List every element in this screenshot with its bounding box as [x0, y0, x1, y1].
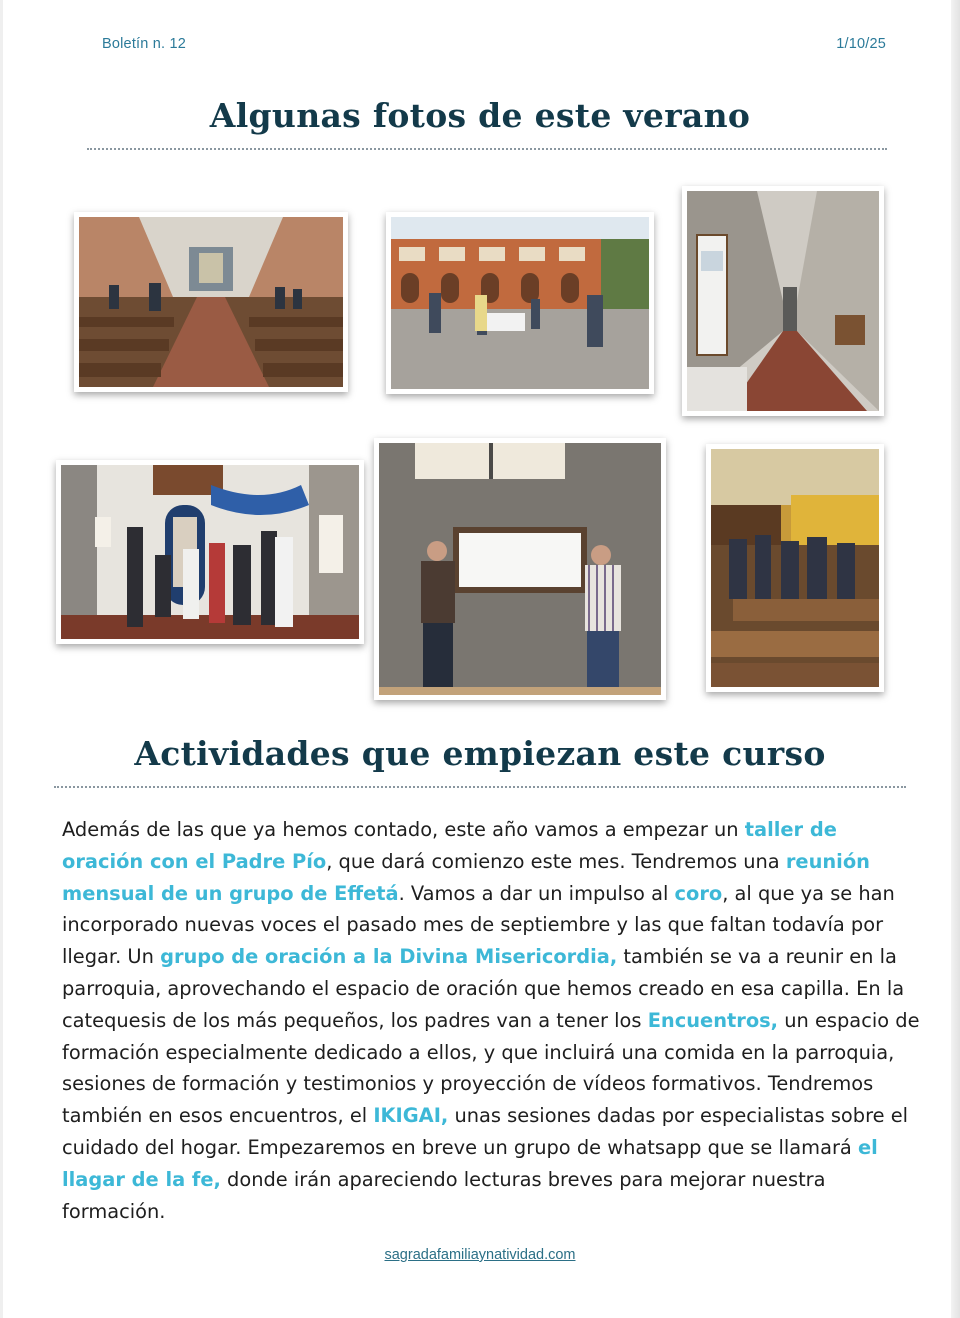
highlighted-activity: Encuentros,	[647, 1008, 779, 1032]
section-title-activities: Actividades que empiezan este curso	[134, 734, 826, 773]
highlighted-activity: reunión mensual de un grupo de Effetá	[62, 849, 870, 905]
paragraph-text: un espacio de formación especialmente dedicado a ellos, y que incluirá una comida en la parroquia, sesiones de formación y testimonios y proyección de vídeos formativos. Tendremos también en esos encuentros, el	[62, 1008, 920, 1128]
photo-congregation	[706, 444, 884, 692]
paragraph-text: unas sesiones dadas por especialistas sobre el cuidado del hogar. Empezaremos en breve un grupo de whatsapp que se llamará	[62, 1104, 909, 1159]
highlighted-activity: el llagar de la fe,	[62, 1135, 878, 1191]
paragraph-text: , que dará comienzo este mes. Tendremos una	[326, 849, 786, 873]
title-divider	[87, 148, 887, 150]
website-link[interactable]: sagradafamiliaynatividad.com	[384, 1247, 576, 1263]
highlighted-activity: taller de oración con el Padre Pío	[62, 818, 837, 873]
paragraph-text: donde irán apareciendo lecturas breves para mejorar nuestra formación.	[62, 1167, 826, 1223]
section-title-photos: Algunas fotos de este verano	[209, 96, 751, 135]
photo-hanging-frame	[374, 438, 666, 700]
highlighted-activity: IKIGAI,	[373, 1104, 449, 1128]
section-divider	[54, 786, 906, 788]
photo-church-nave	[74, 212, 348, 392]
paragraph-text: Además de las que ya hemos contado, este año vamos a empezar un	[62, 818, 745, 841]
highlighted-activity: coro	[674, 881, 723, 905]
paragraph-text: también se va a reunir en la parroquia, aprovechando el espacio de oración que hemos creado en esa capilla. En la catequesis de los más pequeños, los padres van a tener los	[62, 945, 905, 1032]
issue-number: Boletín n. 12	[102, 36, 187, 52]
highlighted-activity: grupo de oración a la Divina Misericordia,	[160, 945, 618, 969]
issue-date: 1/10/25	[836, 36, 886, 52]
page-edge-left	[0, 0, 3, 1318]
page-edge-right	[951, 0, 960, 1318]
paragraph-text: , al que ya se han incorporado nuevas voces el pasado mes de septiembre y las que faltan todavía por llegar. Un	[62, 881, 895, 969]
footer	[0, 1246, 960, 1264]
photo-corridor	[682, 186, 884, 416]
activities-paragraph	[62, 814, 922, 1227]
photo-courtyard-mass	[386, 212, 654, 394]
paragraph-text: . Vamos a dar un impulso al	[398, 881, 675, 905]
photo-group-chapel	[56, 460, 364, 644]
